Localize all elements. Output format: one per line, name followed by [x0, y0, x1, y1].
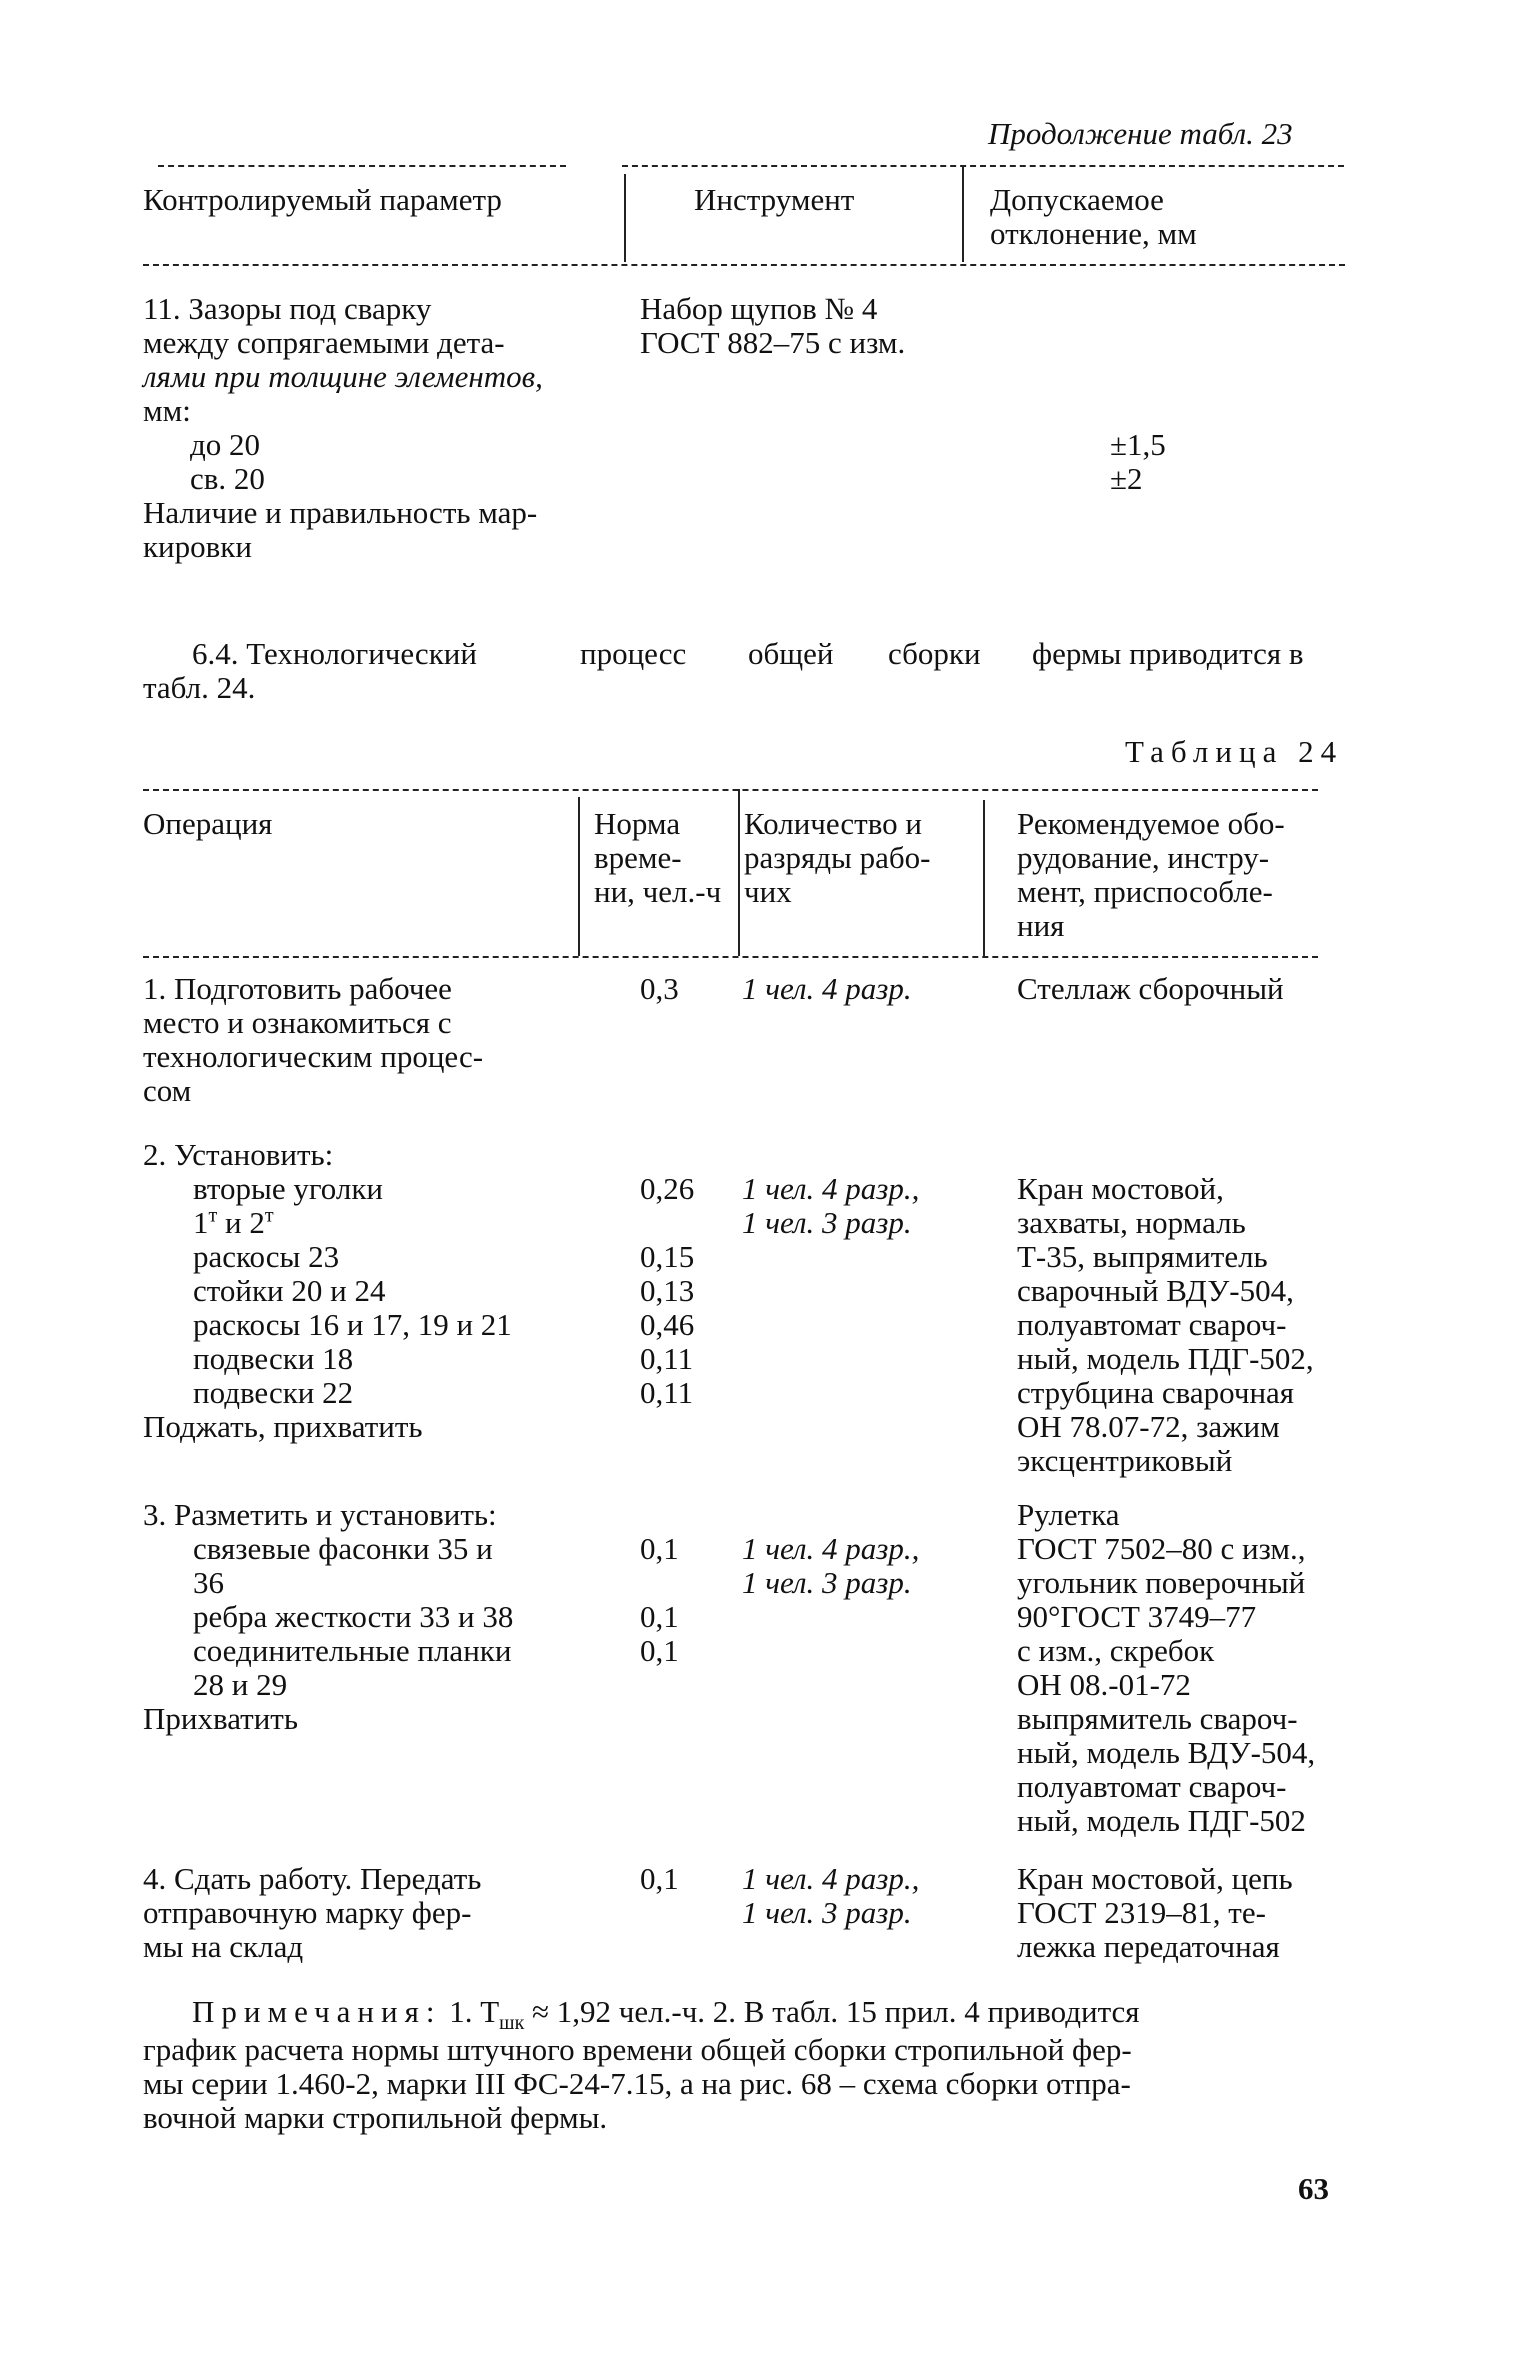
table23-header-tool: Инструмент: [694, 182, 855, 217]
row3-operation: соединительные планки: [193, 1633, 512, 1668]
row2-norm: 0,13: [640, 1273, 695, 1308]
table23-tolerance: ±2: [1110, 461, 1143, 496]
row2-equipment: захваты, нормаль: [1017, 1205, 1246, 1240]
paragraph-text: фермы приводится в: [1032, 636, 1304, 671]
table23-param-line: между сопрягаемыми дета-: [143, 325, 505, 360]
paragraph-text: процесс: [580, 636, 687, 671]
table24-header-equipment: рудование, инстру-: [1017, 840, 1270, 875]
table24-header-qty: разряды рабо-: [744, 840, 931, 875]
table23-param-line: 11. Зазоры под сварку: [143, 291, 432, 326]
table24-header-qty: чих: [744, 874, 792, 909]
table24-header-norm: ни, чел.-ч: [594, 874, 722, 909]
row3-equipment: ный, модель ВДУ-504,: [1017, 1735, 1316, 1770]
row3-operation-head: 3. Разметить и установить:: [143, 1497, 497, 1532]
table23-param-line: до 20: [190, 427, 261, 462]
row2-norm: 0,46: [640, 1307, 695, 1342]
row3-operation-tail: Прихватить: [143, 1701, 298, 1736]
table23-header-tolerance-2: отклонение, мм: [990, 216, 1197, 251]
notes-label: Примечания:: [192, 1994, 442, 2029]
page-number: 63: [1298, 2171, 1329, 2206]
row2-equipment: ОН 78.07-72, зажим: [1017, 1409, 1280, 1444]
table23-param-line: мм:: [143, 393, 191, 428]
row3-norm: 0,1: [640, 1599, 679, 1634]
table24-caption: Таблица 24: [1125, 734, 1344, 769]
row3-equipment: ОН 08.-01-72: [1017, 1667, 1191, 1702]
table23-param-line: Наличие и правильность мар-: [143, 495, 538, 530]
row3-equipment: Рулетка: [1017, 1497, 1120, 1532]
row2-norm: 0,26: [640, 1171, 695, 1206]
row2-operation: раскосы 23: [193, 1239, 340, 1274]
table24-header-equipment: мент, приспособле-: [1017, 874, 1273, 909]
row4-qty: 1 чел. 4 разр.,: [742, 1861, 920, 1896]
row2-equipment: сварочный ВДУ-504,: [1017, 1273, 1294, 1308]
notes-line: мы серии 1.460-2, марки III ФС-24-7.15, а на рис. 68 – схема сборки отпра-: [143, 2066, 1131, 2101]
table23-header-tolerance-1: Допускаемое: [990, 182, 1164, 217]
row2-qty: 1 чел. 4 разр.,: [742, 1171, 920, 1206]
row3-qty: 1 чел. 3 разр.: [742, 1565, 912, 1600]
row4-operation: отправочную марку фер-: [143, 1895, 472, 1930]
row1-operation: сом: [143, 1073, 192, 1108]
row1-operation: 1. Подготовить рабочее: [143, 971, 452, 1006]
row1-qty: 1 чел. 4 разр.: [742, 971, 912, 1006]
row4-operation: 4. Сдать работу. Передать: [143, 1861, 482, 1896]
row4-equipment: Кран мостовой, цепь: [1017, 1861, 1293, 1896]
table24-header-operation: Операция: [143, 806, 273, 841]
row3-qty: 1 чел. 4 разр.,: [742, 1531, 920, 1566]
row2-norm: 0,11: [640, 1375, 694, 1410]
table23-tool-line: Набор щупов № 4: [640, 291, 878, 326]
notes-line: график расчета нормы штучного времени общей сборки стропильной фер-: [143, 2032, 1132, 2067]
row2-equipment: Кран мостовой,: [1017, 1171, 1224, 1206]
row2-equipment: полуавтомат свароч-: [1017, 1307, 1287, 1342]
row2-operation-tail: Поджать, прихватить: [143, 1409, 423, 1444]
table24-header-equipment: ния: [1017, 908, 1065, 943]
table23-param-line: кировки: [143, 529, 252, 564]
row2-operation-head: 2. Установить:: [143, 1137, 334, 1172]
row2-equipment: струбцина сварочная: [1017, 1375, 1295, 1410]
paragraph-text: 6.4. Технологический: [192, 636, 477, 671]
table23-tolerance: ±1,5: [1110, 427, 1166, 462]
row3-equipment: с изм., скребок: [1017, 1633, 1215, 1668]
row2-norm: 0,11: [640, 1341, 694, 1376]
row3-norm: 0,1: [640, 1531, 679, 1566]
table23-header-param: Контролируемый параметр: [143, 182, 502, 217]
table24-header-qty: Количество и: [744, 806, 922, 841]
row4-equipment: лежка передаточная: [1017, 1929, 1280, 1964]
row4-norm: 0,1: [640, 1861, 679, 1896]
paragraph-text: сборки: [888, 636, 981, 671]
row3-operation: 28 и 29: [193, 1667, 288, 1702]
row2-equipment: Т-35, выпрямитель: [1017, 1239, 1268, 1274]
row2-norm: 0,15: [640, 1239, 695, 1274]
table24-header-norm: време-: [594, 840, 682, 875]
row1-norm: 0,3: [640, 971, 679, 1006]
table-continuation-label: Продолжение табл. 23: [988, 116, 1293, 151]
row2-equipment: эксцентриковый: [1017, 1443, 1233, 1478]
row1-operation: место и ознакомиться с: [143, 1005, 452, 1040]
row3-norm: 0,1: [640, 1633, 679, 1668]
row4-operation: мы на склад: [143, 1929, 304, 1964]
table24-header-norm: Норма: [594, 806, 681, 841]
row3-equipment: 90°ГОСТ 3749–77: [1017, 1599, 1257, 1634]
table24-header-equipment: Рекомендуемое обо-: [1017, 806, 1285, 841]
row2-operation: подвески 18: [193, 1341, 354, 1376]
paragraph-text: табл. 24.: [143, 670, 256, 705]
row3-equipment: полуавтомат свароч-: [1017, 1769, 1287, 1804]
row2-operation: раскосы 16 и 17, 19 и 21: [193, 1307, 512, 1342]
row4-equipment: ГОСТ 2319–81, те-: [1017, 1895, 1266, 1930]
row2-operation: стойки 20 и 24: [193, 1273, 386, 1308]
row2-equipment: ный, модель ПДГ-502,: [1017, 1341, 1314, 1376]
row3-operation: связевые фасонки 35 и: [193, 1531, 493, 1566]
row3-equipment: выпрямитель свароч-: [1017, 1701, 1298, 1736]
row1-operation: технологическим процес-: [143, 1039, 484, 1074]
row3-equipment: угольник поверочный: [1017, 1565, 1306, 1600]
table23-tool-line: ГОСТ 882–75 с изм.: [640, 325, 906, 360]
row2-operation: вторые уголки: [193, 1171, 383, 1206]
table23-param-line: лями при толщине элементов,: [143, 359, 543, 394]
row4-qty: 1 чел. 3 разр.: [742, 1895, 912, 1930]
table23-param-line: св. 20: [190, 461, 265, 496]
row3-equipment: ный, модель ПДГ-502: [1017, 1803, 1306, 1838]
row1-equipment: Стеллаж сборочный: [1017, 971, 1284, 1006]
row3-operation: 36: [193, 1565, 224, 1600]
row3-equipment: ГОСТ 7502–80 с изм.,: [1017, 1531, 1306, 1566]
notes-line: вочной марки стропильной фермы.: [143, 2100, 608, 2135]
row2-operation: $1^т$ и $2^т$: [193, 1204, 274, 1240]
row2-qty: 1 чел. 3 разр.: [742, 1205, 912, 1240]
paragraph-text: общей: [748, 636, 834, 671]
notes-line: Примечания: 1. $Т_{шк} \approx 1,92$ чел.-ч. 2. В табл. 15 прил. 4 приводится: [192, 1994, 1140, 2035]
row3-operation: ребра жесткости 33 и 38: [193, 1599, 514, 1634]
row2-operation: подвески 22: [193, 1375, 354, 1410]
